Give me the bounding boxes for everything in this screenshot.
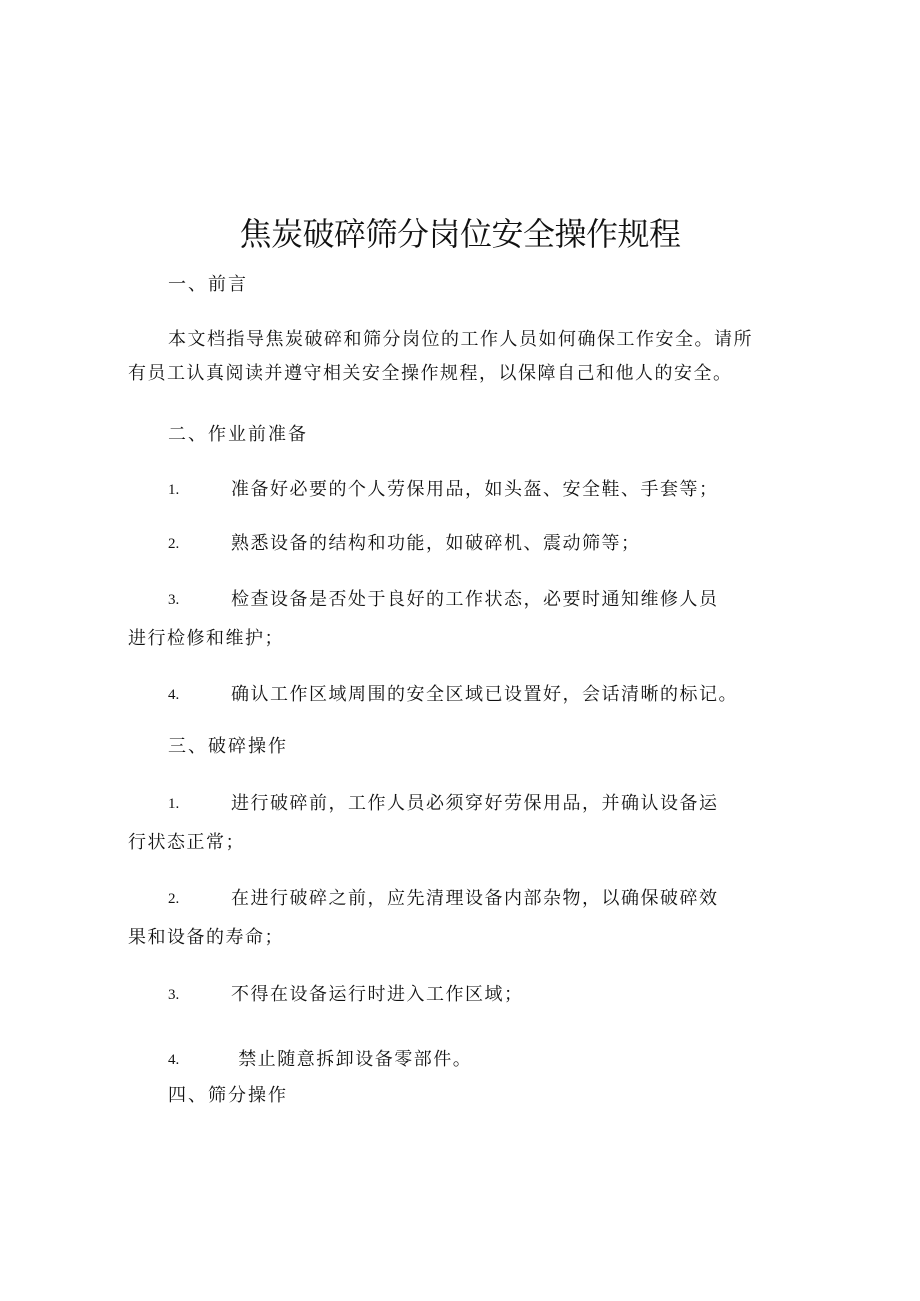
section-heading-preparation: 二、作业前准备: [168, 424, 308, 445]
list-item-text-continued: 进行检修和维护；: [128, 628, 284, 649]
list-item-number: 1.: [168, 796, 180, 812]
list-item: [128, 578, 788, 656]
list-item: [128, 1038, 788, 1082]
list-item: [128, 973, 788, 1017]
list-item-number: 3.: [168, 592, 180, 608]
list-item-number: 1.: [168, 482, 180, 498]
list-item-number: 4.: [168, 1052, 180, 1068]
document-title: 焦炭破碎筛分岗位安全操作规程: [239, 215, 681, 253]
list-item-text: 准备好必要的个人劳保用品，如头盔、安全鞋、手套等；: [231, 479, 719, 500]
section-heading-preface: 一、前言: [168, 274, 248, 295]
section-heading-crushing: 三、破碎操作: [168, 736, 288, 757]
preface-paragraph: [128, 323, 788, 391]
list-item-text: 禁止随意拆卸设备零部件。: [231, 1049, 473, 1070]
list-item-text: 在进行破碎之前，应先清理设备内部杂物，以确保破碎效: [231, 888, 719, 909]
list-item: [128, 522, 788, 566]
list-item: [128, 468, 788, 512]
list-item: [128, 782, 788, 860]
paragraph-line: 有员工认真阅读并遵守相关安全操作规程，以保障自己和他人的安全。: [128, 363, 733, 384]
section-heading-screening: 四、筛分操作: [168, 1085, 288, 1106]
list-item-text: 熟悉设备的结构和功能，如破碎机、震动筛等；: [231, 533, 641, 554]
list-item-text-continued: 行状态正常；: [128, 832, 245, 853]
list-item: [128, 673, 788, 717]
list-item-number: 4.: [168, 687, 180, 703]
list-item-number: 3.: [168, 987, 180, 1003]
list-item-number: 2.: [168, 891, 180, 907]
list-item-text: 确认工作区域周围的安全区域已设置好，会话清晰的标记。: [231, 684, 738, 705]
paragraph-line: 本文档指导焦炭破碎和筛分岗位的工作人员如何确保工作安全。请所: [168, 329, 753, 350]
list-item-text: 进行破碎前，工作人员必须穿好劳保用品，并确认设备运: [231, 793, 719, 814]
list-item-text: 不得在设备运行时进入工作区域；: [231, 984, 524, 1005]
list-item-number: 2.: [168, 536, 180, 552]
list-item-text-continued: 果和设备的寿命；: [128, 927, 284, 948]
list-item: [128, 877, 788, 955]
list-item-text: 检查设备是否处于良好的工作状态，必要时通知维修人员: [231, 589, 719, 610]
